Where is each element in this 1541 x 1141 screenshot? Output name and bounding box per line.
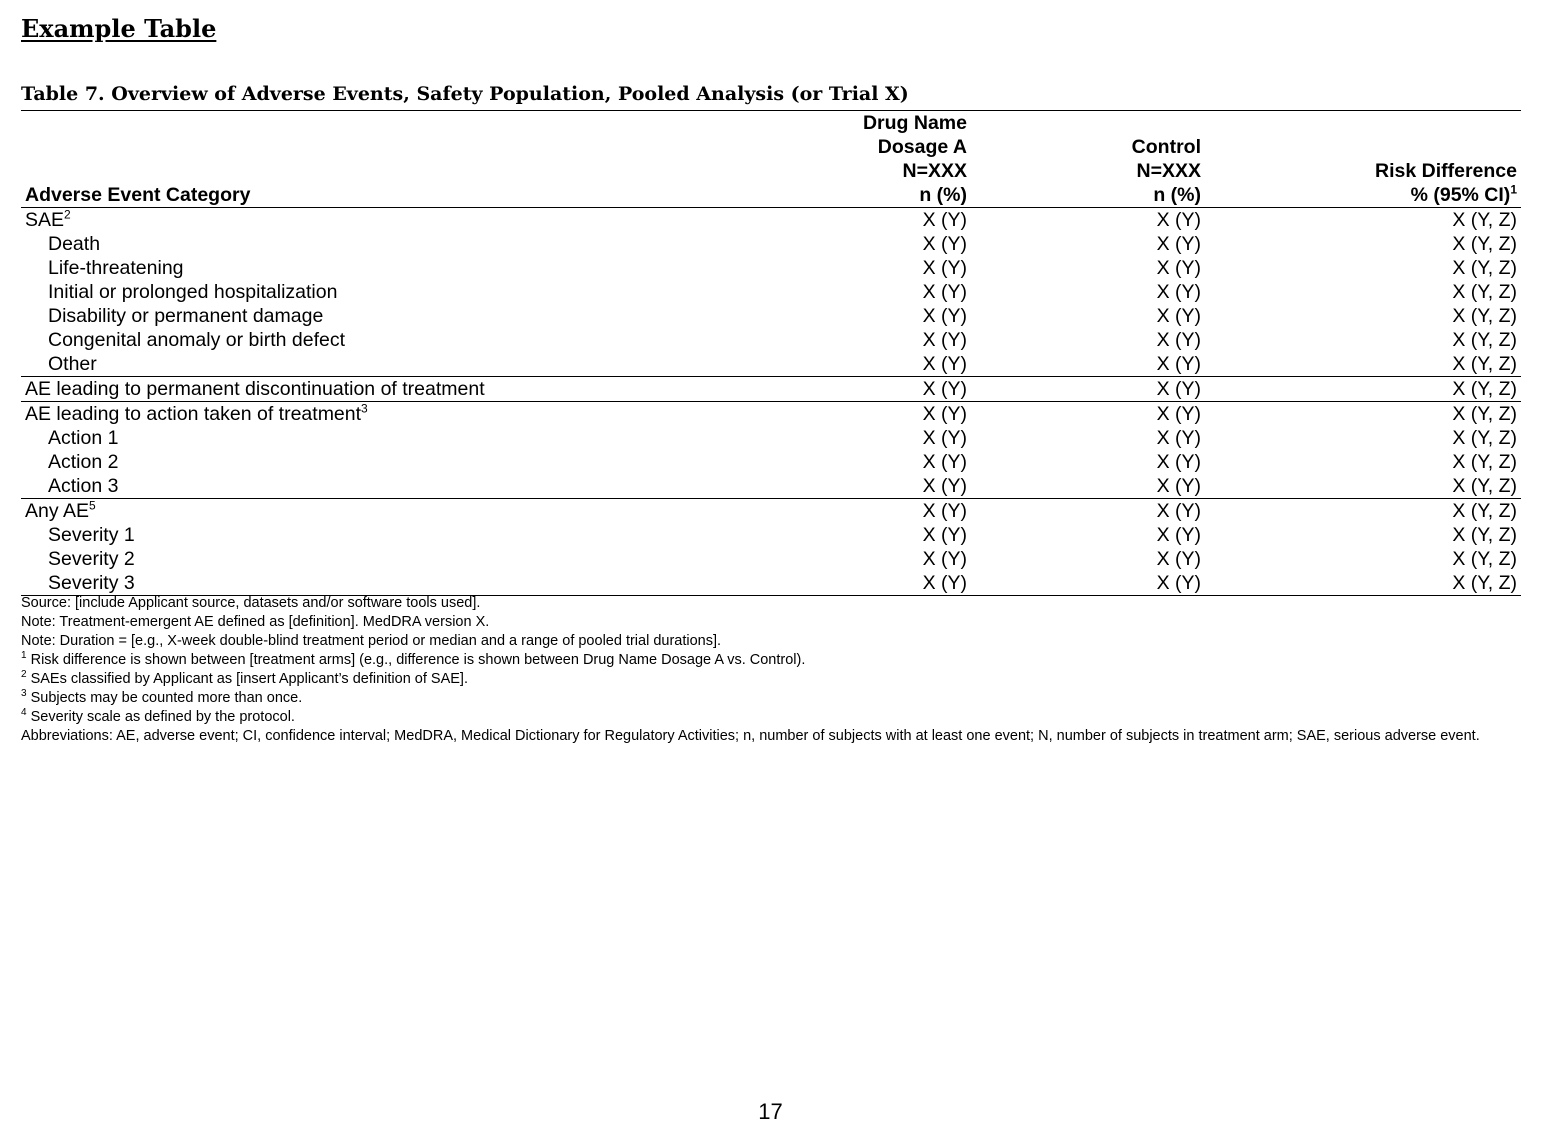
cell-risk-difference: X (Y, Z) xyxy=(1452,233,1517,255)
cell-risk-difference: X (Y, Z) xyxy=(1205,377,1521,402)
header-adverse-event-category xyxy=(21,111,852,208)
cell-control-value: X (Y) xyxy=(1156,257,1201,279)
category-label: Other xyxy=(48,353,97,375)
category-label: Disability or permanent damage xyxy=(48,305,324,327)
cell-control-value: X (Y) xyxy=(971,402,1205,427)
footnote-number: 4 xyxy=(21,707,27,719)
cell-risk-difference: X (Y, Z) xyxy=(1452,209,1517,231)
footnote-marker: 3 xyxy=(361,401,368,416)
table-body xyxy=(21,208,1521,596)
footnote-marker: 2 xyxy=(64,207,71,222)
cell-control-value: X (Y) xyxy=(1156,427,1201,449)
cell-category xyxy=(21,426,852,450)
cell-drug-value: X (Y) xyxy=(922,257,967,279)
cell-category xyxy=(21,450,852,474)
category-label: Life-threatening xyxy=(48,257,184,279)
cell-risk-difference: X (Y, Z) xyxy=(1205,499,1521,524)
header-line: Risk Difference xyxy=(1375,160,1517,182)
page-number: 17 xyxy=(758,1099,783,1124)
adverse-events-table xyxy=(21,110,1521,596)
footnote-number: 1 xyxy=(21,650,27,662)
header-control xyxy=(971,111,1205,208)
table-footnotes xyxy=(21,594,1521,746)
table-row xyxy=(21,256,1521,280)
cell-control-value: X (Y) xyxy=(971,377,1205,402)
cell-control-value: X (Y) xyxy=(1156,353,1201,375)
table-row xyxy=(21,280,1521,304)
cell-risk-difference: X (Y, Z) xyxy=(1452,548,1517,570)
cell-risk-difference: X (Y, Z) xyxy=(1452,524,1517,546)
category-label: Congenital anomaly or birth defect xyxy=(48,329,346,351)
cell-category xyxy=(21,208,852,233)
header-line: % (95% CI) xyxy=(1410,184,1511,206)
table-row xyxy=(21,571,1521,596)
footnote-text: Subjects may be counted more than once. xyxy=(26,690,303,706)
category-label: AE leading to action taken of treatment xyxy=(25,403,362,425)
cell-category xyxy=(21,499,852,524)
table-row xyxy=(21,304,1521,328)
cell-drug-value: X (Y) xyxy=(922,353,967,375)
table-row xyxy=(21,352,1521,377)
table-row xyxy=(21,426,1521,450)
header-line: N=XXX xyxy=(902,160,967,182)
cell-control-value: X (Y) xyxy=(1156,233,1201,255)
table-header xyxy=(21,111,1521,208)
category-label: Severity 1 xyxy=(48,524,135,546)
cell-drug-value: X (Y) xyxy=(922,329,967,351)
header-line: N=XXX xyxy=(1136,160,1201,182)
cell-category xyxy=(21,256,852,280)
cell-drug-value: X (Y) xyxy=(922,233,967,255)
footnote-text: Risk difference is shown between [treatment arms] (e.g., difference is shown between Drug Name Dosage A vs. Control). xyxy=(26,652,806,668)
cell-drug-value: X (Y) xyxy=(922,451,967,473)
header-line: n (%) xyxy=(1153,184,1201,206)
cell-drug-value: X (Y) xyxy=(852,571,971,596)
category-label: Death xyxy=(48,233,101,255)
cell-risk-difference: X (Y, Z) xyxy=(1452,451,1517,473)
cell-control-value: X (Y) xyxy=(1156,475,1201,497)
category-label: Action 1 xyxy=(48,427,119,449)
cell-risk-difference: X (Y, Z) xyxy=(1452,427,1517,449)
cell-category xyxy=(21,280,852,304)
cell-drug-value: X (Y) xyxy=(852,377,971,402)
table-row xyxy=(21,402,1521,427)
header-line: Adverse Event Category xyxy=(25,184,251,206)
category-label: Severity 2 xyxy=(48,548,135,570)
cell-control-value: X (Y) xyxy=(971,499,1205,524)
cell-category xyxy=(21,328,852,352)
cell-risk-difference: X (Y, Z) xyxy=(1452,475,1517,497)
cell-category xyxy=(21,523,852,547)
table-row xyxy=(21,450,1521,474)
footnote xyxy=(21,689,1521,708)
footnote-text: Source: [include Applicant source, datasets and/or software tools used]. xyxy=(21,595,481,611)
table-title: Table 7. Overview of Adverse Events, Safety Population, Pooled Analysis (or Trial X) xyxy=(21,83,909,105)
header-line: Drug Name xyxy=(862,112,967,134)
table-row xyxy=(21,523,1521,547)
cell-risk-difference: X (Y, Z) xyxy=(1452,353,1517,375)
table-row xyxy=(21,547,1521,571)
category-label: SAE xyxy=(25,209,65,231)
footnote-text: Note: Treatment-emergent AE defined as [definition]. MedDRA version X. xyxy=(21,614,490,630)
cell-risk-difference: X (Y, Z) xyxy=(1452,329,1517,351)
cell-drug-value: X (Y) xyxy=(852,499,971,524)
table-row xyxy=(21,328,1521,352)
cell-category xyxy=(21,402,852,427)
header-line: Control xyxy=(1131,136,1201,158)
category-label: AE leading to permanent discontinuation of treatment xyxy=(25,378,485,400)
category-label: Action 2 xyxy=(48,451,119,473)
cell-control-value: X (Y) xyxy=(1156,451,1201,473)
cell-control-value: X (Y) xyxy=(971,571,1205,596)
category-label: Any AE xyxy=(25,500,89,522)
cell-category xyxy=(21,474,852,499)
footnote-text: Abbreviations: AE, adverse event; CI, confidence interval; MedDRA, Medical Dictionary for Regulatory Activities; n, number of subjects with at least one event; N, number of subjects in treatment arm; SAE, serious adverse event. xyxy=(21,728,1480,744)
header-risk-difference xyxy=(1205,111,1521,208)
page-heading: Example Table xyxy=(21,14,217,43)
cell-category xyxy=(21,352,852,377)
cell-control-value: X (Y) xyxy=(1156,524,1201,546)
footnote xyxy=(21,632,1521,651)
cell-drug-value: X (Y) xyxy=(922,281,967,303)
category-label: Initial or prolonged hospitalization xyxy=(48,281,338,303)
cell-risk-difference: X (Y, Z) xyxy=(1452,305,1517,327)
table-row xyxy=(21,474,1521,499)
category-label: Severity 3 xyxy=(48,572,135,594)
table-row xyxy=(21,208,1521,233)
cell-drug-value: X (Y) xyxy=(922,475,967,497)
header-row xyxy=(21,111,1521,208)
cell-control-value: X (Y) xyxy=(1156,548,1201,570)
cell-category xyxy=(21,547,852,571)
table-row xyxy=(21,499,1521,524)
table-row xyxy=(21,377,1521,402)
header-drug-dosage-a xyxy=(852,111,971,208)
footnote-text: SAEs classified by Applicant as [insert Applicant’s definition of SAE]. xyxy=(26,671,468,687)
cell-risk-difference: X (Y, Z) xyxy=(1205,402,1521,427)
cell-control-value: X (Y) xyxy=(1156,209,1201,231)
footnote xyxy=(21,613,1521,632)
footnote-marker: 1 xyxy=(1510,182,1517,197)
cell-risk-difference: X (Y, Z) xyxy=(1205,571,1521,596)
cell-control-value: X (Y) xyxy=(1156,305,1201,327)
cell-drug-value: X (Y) xyxy=(922,209,967,231)
footnote xyxy=(21,708,1521,727)
footnote xyxy=(21,727,1521,746)
footnote-number: 3 xyxy=(21,688,27,700)
footnote-marker: 5 xyxy=(88,498,96,513)
cell-category xyxy=(21,571,852,596)
cell-drug-value: X (Y) xyxy=(922,305,967,327)
header-line: Dosage A xyxy=(877,136,967,158)
cell-control-value: X (Y) xyxy=(1156,329,1201,351)
cell-category xyxy=(21,304,852,328)
footnote-text: Severity scale as defined by the protocol. xyxy=(26,709,295,725)
cell-risk-difference: X (Y, Z) xyxy=(1452,281,1517,303)
footnote xyxy=(21,594,1521,613)
table-row xyxy=(21,232,1521,256)
footnote-text: Note: Duration = [e.g., X-week double-blind treatment period or median and a range of pooled trial durations]. xyxy=(21,633,722,649)
cell-risk-difference: X (Y, Z) xyxy=(1452,257,1517,279)
cell-drug-value: X (Y) xyxy=(922,427,967,449)
cell-drug-value: X (Y) xyxy=(922,548,967,570)
cell-control-value: X (Y) xyxy=(1156,281,1201,303)
cell-drug-value: X (Y) xyxy=(922,524,967,546)
header-line: n (%) xyxy=(919,184,967,206)
cell-category xyxy=(21,377,852,402)
category-label: Action 3 xyxy=(48,475,119,497)
cell-category xyxy=(21,232,852,256)
footnote xyxy=(21,670,1521,689)
cell-drug-value: X (Y) xyxy=(852,402,971,427)
footnote xyxy=(21,651,1521,670)
footnote-number: 2 xyxy=(21,669,27,681)
